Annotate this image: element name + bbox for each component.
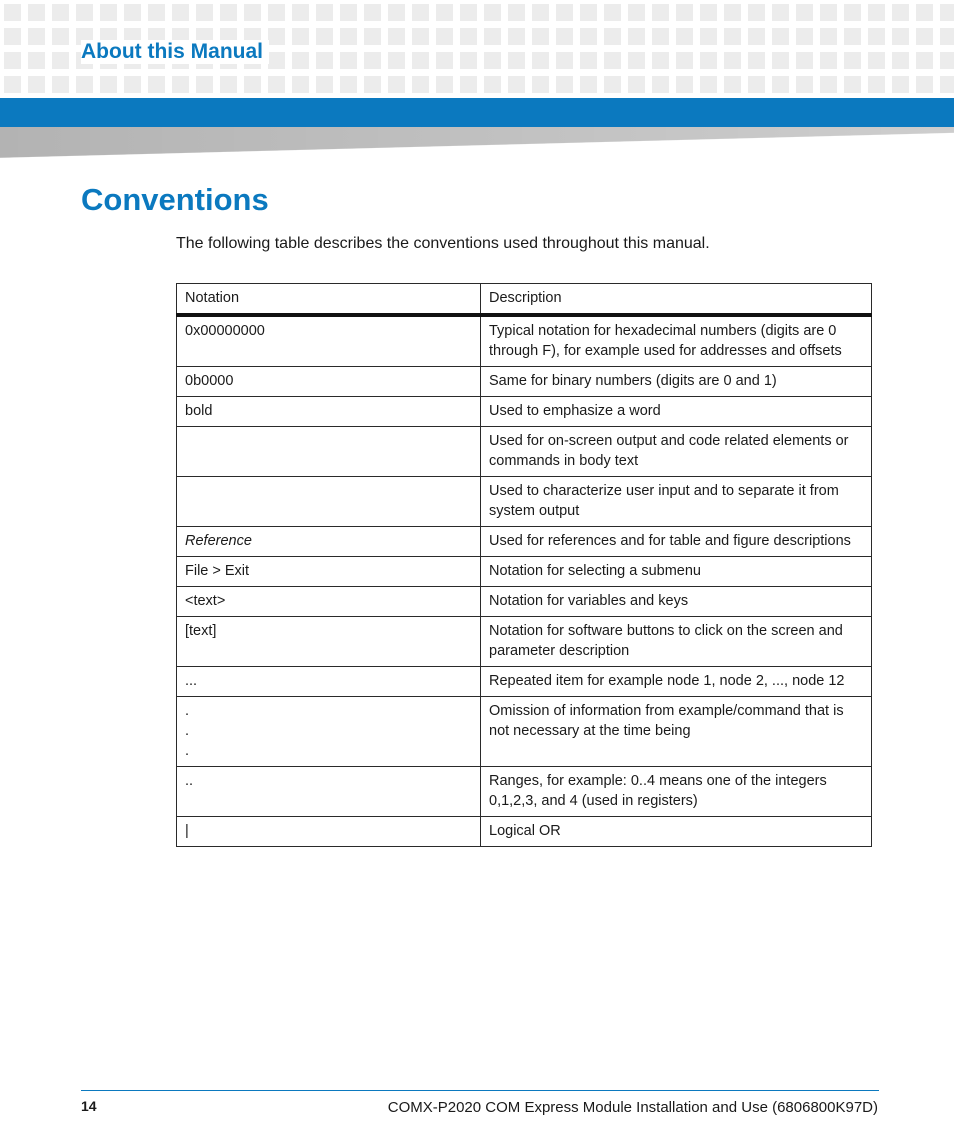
table-row [177, 667, 872, 697]
dot-line: . [185, 743, 190, 759]
table-row [177, 315, 872, 367]
description-cell: Used for references and for table and figure descriptions [481, 527, 872, 557]
notation-cell: <text> [177, 587, 481, 617]
description-cell: Notation for variables and keys [481, 587, 872, 617]
table-row [177, 817, 872, 847]
notation-cell: bold [177, 397, 481, 427]
header-gray-band-shade [0, 127, 954, 163]
table-row [177, 697, 872, 767]
table-row [177, 427, 872, 477]
table-row [177, 587, 872, 617]
description-cell: Used to characterize user input and to separate it from system output [481, 477, 872, 527]
notation-cell [177, 477, 481, 527]
description-cell: Notation for selecting a submenu [481, 557, 872, 587]
notation-cell: 0b0000 [177, 367, 481, 397]
table-header-row [177, 284, 872, 316]
description-cell: Ranges, for example: 0..4 means one of the integers 0,1,2,3, and 4 (used in registers) [481, 767, 872, 817]
notation-cell [177, 427, 481, 477]
dot-line: . [185, 703, 190, 719]
table-row [177, 557, 872, 587]
column-header-description: Description [481, 284, 872, 316]
notation-cell: .. [177, 767, 481, 817]
table-row [177, 527, 872, 557]
notation-cell: Reference [177, 527, 481, 557]
document-title: COMX-P2020 COM Express Module Installation and Use (6806800K97D) [387, 1099, 878, 1116]
page-title: Conventions [81, 182, 269, 217]
notation-cell: 0x00000000 [177, 315, 481, 367]
header-blue-bar [0, 98, 954, 127]
conventions-table [176, 283, 872, 847]
dot-line: . [185, 723, 190, 739]
table-row [177, 397, 872, 427]
intro-paragraph: The following table describes the conventions used throughout this manual. [176, 235, 710, 252]
notation-cell: [text] [177, 617, 481, 667]
table-row [177, 367, 872, 397]
description-cell: Repeated item for example node 1, node 2, ..., node 12 [481, 667, 872, 697]
description-cell: Used for on-screen output and code related elements or commands in body text [481, 427, 872, 477]
description-cell: Logical OR [481, 817, 872, 847]
description-cell: Typical notation for hexadecimal numbers (digits are 0 through F), for example used for addresses and offsets [481, 315, 872, 367]
table-row [177, 617, 872, 667]
section-title: About this Manual [81, 40, 269, 64]
description-cell: Used to emphasize a word [481, 397, 872, 427]
notation-cell: File > Exit [177, 557, 481, 587]
footer-rule [81, 1090, 879, 1091]
table-row [177, 477, 872, 527]
notation-cell: ... [177, 667, 481, 697]
description-cell: Same for binary numbers (digits are 0 and 1) [481, 367, 872, 397]
notation-cell: | [177, 817, 481, 847]
notation-cell-vertical-dots [177, 697, 481, 767]
page-number: 14 [81, 1098, 97, 1114]
description-cell: Notation for software buttons to click on the screen and parameter description [481, 617, 872, 667]
column-header-notation: Notation [177, 284, 481, 316]
table-row [177, 767, 872, 817]
description-cell: Omission of information from example/command that is not necessary at the time being [481, 697, 872, 767]
